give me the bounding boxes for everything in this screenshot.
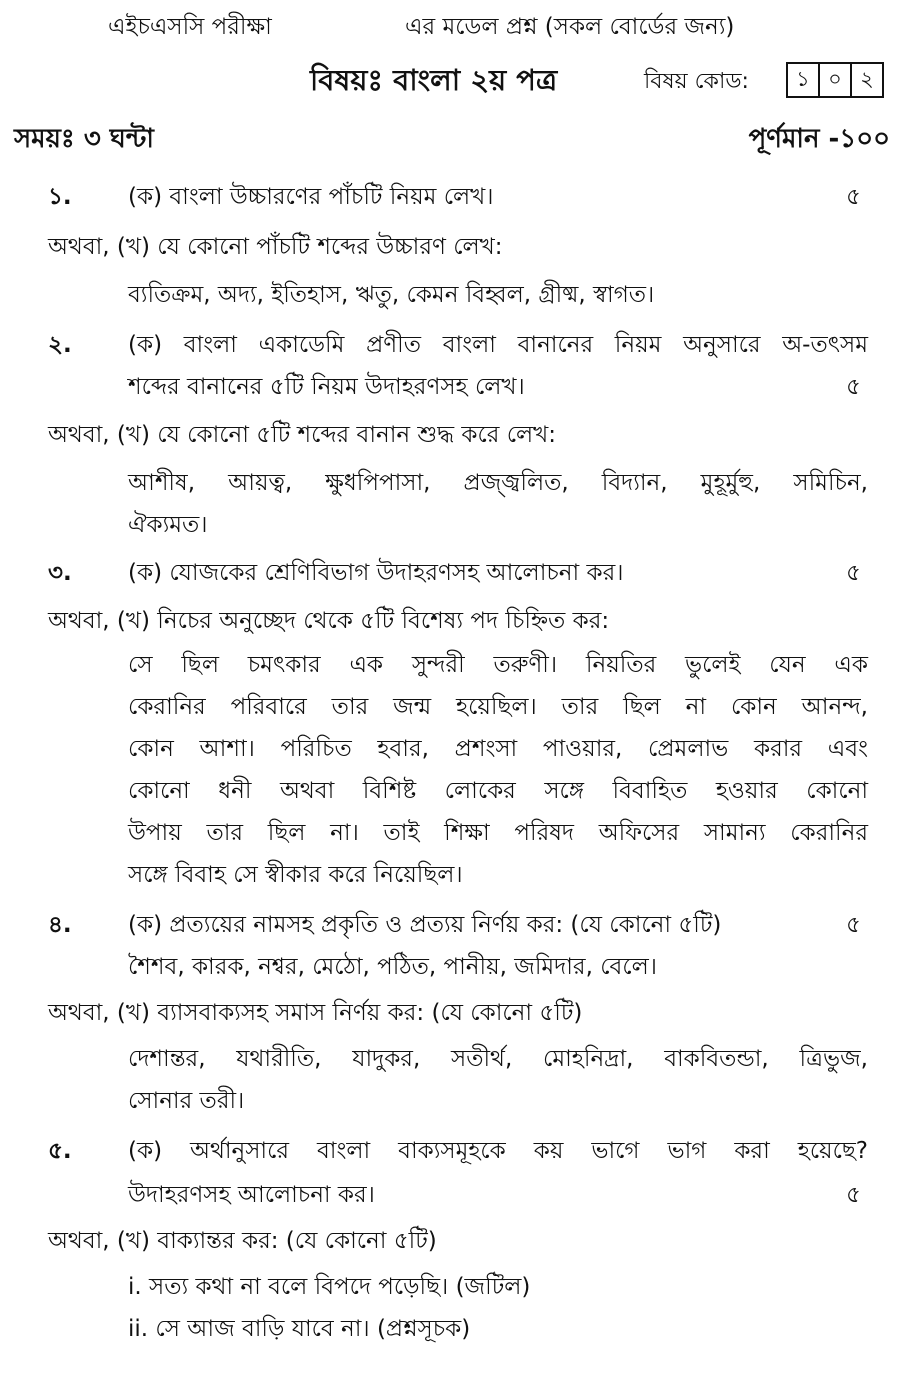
code-digit: ১ bbox=[796, 66, 810, 91]
passage-line: উপায় তার ছিল না। তাই শিক্ষা পরিষদ অফিসের সামান্য কেরানির bbox=[128, 820, 868, 846]
passage-line: কেরানির পরিবারে তার জন্ম হয়েছিল। তার ছিল না কোন আনন্দ, bbox=[128, 694, 868, 720]
passage-line: কোনো ধনী অথবা বিশিষ্ট লোকের সঙ্গে বিবাহিত হওয়ার কোনো bbox=[128, 778, 868, 804]
passage-line: কোন আশা। পরিচিত হবার, প্রশংসা পাওয়ার, প্রেমলাভ করার এবং bbox=[128, 736, 868, 762]
question-1b: অথবা, (খ) যে কোনো পাঁচটি শব্দের উচ্চারণ লেখ: bbox=[48, 234, 503, 260]
question-4a: (ক) প্রত্যয়ের নামসহ প্রকৃতি ও প্রত্যয় নির্ণয় কর: (যে কোনো ৫টি) bbox=[128, 912, 722, 938]
passage-line: সে ছিল চমৎকার এক সুন্দরী তরুণী। নিয়তির ভুলেই যেন এক bbox=[128, 652, 868, 678]
question-2a-line: শব্দের বানানের ৫টি নিয়ম উদাহরণসহ লেখ। bbox=[128, 374, 525, 400]
subject-title: বিষয়ঃ বাংলা ২য় পত্র bbox=[310, 63, 558, 97]
question-4b-words: সোনার তরী। bbox=[128, 1088, 245, 1114]
question-5b-item: i. সত্য কথা না বলে বিপদে পড়েছি। (জটিল) bbox=[128, 1274, 531, 1300]
question-2b: অথবা, (খ) যে কোনো ৫টি শব্দের বানান শুদ্ধ করে লেখ: bbox=[48, 422, 557, 448]
question-2a-line: (ক) বাংলা একাডেমি প্রণীত বাংলা বানানের নিয়ম অনুসারে অ-তৎসম bbox=[128, 332, 868, 358]
full-marks: পূর্ণমান -১০০ bbox=[748, 124, 890, 154]
question-3a: (ক) যোজকের শ্রেণিবিভাগ উদাহরণসহ আলোচনা কর। bbox=[128, 560, 624, 586]
question-3b: অথবা, (খ) নিচের অনুচ্ছেদ থেকে ৫টি বিশেষ্য পদ চিহ্নিত কর: bbox=[48, 608, 610, 634]
subject-code-label: বিষয় কোড: bbox=[644, 69, 749, 94]
exam-time: সময়ঃ ৩ ঘন্টা bbox=[14, 124, 154, 154]
question-marks: ৫ bbox=[846, 184, 861, 210]
question-marks: ৫ bbox=[846, 1182, 861, 1208]
question-1b-words: ব্যতিক্রম, অদ্য, ইতিহাস, ঋতু, কেমন বিহ্বল, গ্রীষ্ম, স্বাগত। bbox=[128, 282, 655, 308]
code-digit: ০ bbox=[818, 64, 850, 96]
question-4b-words: দেশান্তর, যথারীতি, যাদুকর, সতীর্থ, মোহনিদ্রা, বাকবিতন্ডা, ত্রিভুজ, bbox=[128, 1046, 868, 1072]
question-number: ৪. bbox=[48, 912, 72, 938]
question-number: ২. bbox=[48, 332, 72, 358]
question-4b: অথবা, (খ) ব্যাসবাক্যসহ সমাস নির্ণয় কর: (যে কোনো ৫টি) bbox=[48, 1000, 583, 1026]
question-number: ৫. bbox=[48, 1138, 72, 1164]
code-digit: ২ bbox=[850, 64, 882, 96]
question-5a-line: (ক) অর্থানুসারে বাংলা বাক্যসমূহকে কয় ভাগে ভাগ করা হয়েছে? bbox=[128, 1138, 868, 1164]
question-number: ৩. bbox=[48, 560, 72, 586]
question-number: ১. bbox=[48, 184, 72, 210]
question-2b-words: ঐক্যমত। bbox=[128, 512, 208, 538]
question-marks: ৫ bbox=[846, 912, 861, 938]
question-5b: অথবা, (খ) বাক্যান্তর কর: (যে কোনো ৫টি) bbox=[48, 1228, 437, 1254]
question-1a: (ক) বাংলা উচ্চারণের পাঁচটি নিয়ম লেখ। bbox=[128, 184, 494, 210]
question-2b-words: আশীষ, আয়ত্ব, ক্ষুধপিপাসা, প্রজ্জ্বলিত, বিদ্যান, মুহূর্মুহু, সমিচিন, bbox=[128, 470, 868, 496]
question-5b-item: ii. সে আজ বাড়ি যাবে না। (প্রশ্নসূচক) bbox=[128, 1316, 471, 1342]
model-question-title: এর মডেল প্রশ্ন (সকল বোর্ডের জন্য) bbox=[405, 14, 735, 40]
passage-line: সঙ্গে বিবাহ সে স্বীকার করে নিয়েছিল। bbox=[128, 862, 463, 888]
question-marks: ৫ bbox=[846, 560, 861, 586]
exam-title: এইচএসসি পরীক্ষা bbox=[108, 14, 272, 40]
question-5a-line: উদাহরণসহ আলোচনা কর। bbox=[128, 1182, 375, 1208]
question-4a-words: শৈশব, কারক, নশ্বর, মেঠো, পঠিত, পানীয়, জমিদার, বেলে। bbox=[128, 954, 657, 980]
question-marks: ৫ bbox=[846, 374, 861, 400]
subject-code-boxes bbox=[786, 62, 884, 98]
